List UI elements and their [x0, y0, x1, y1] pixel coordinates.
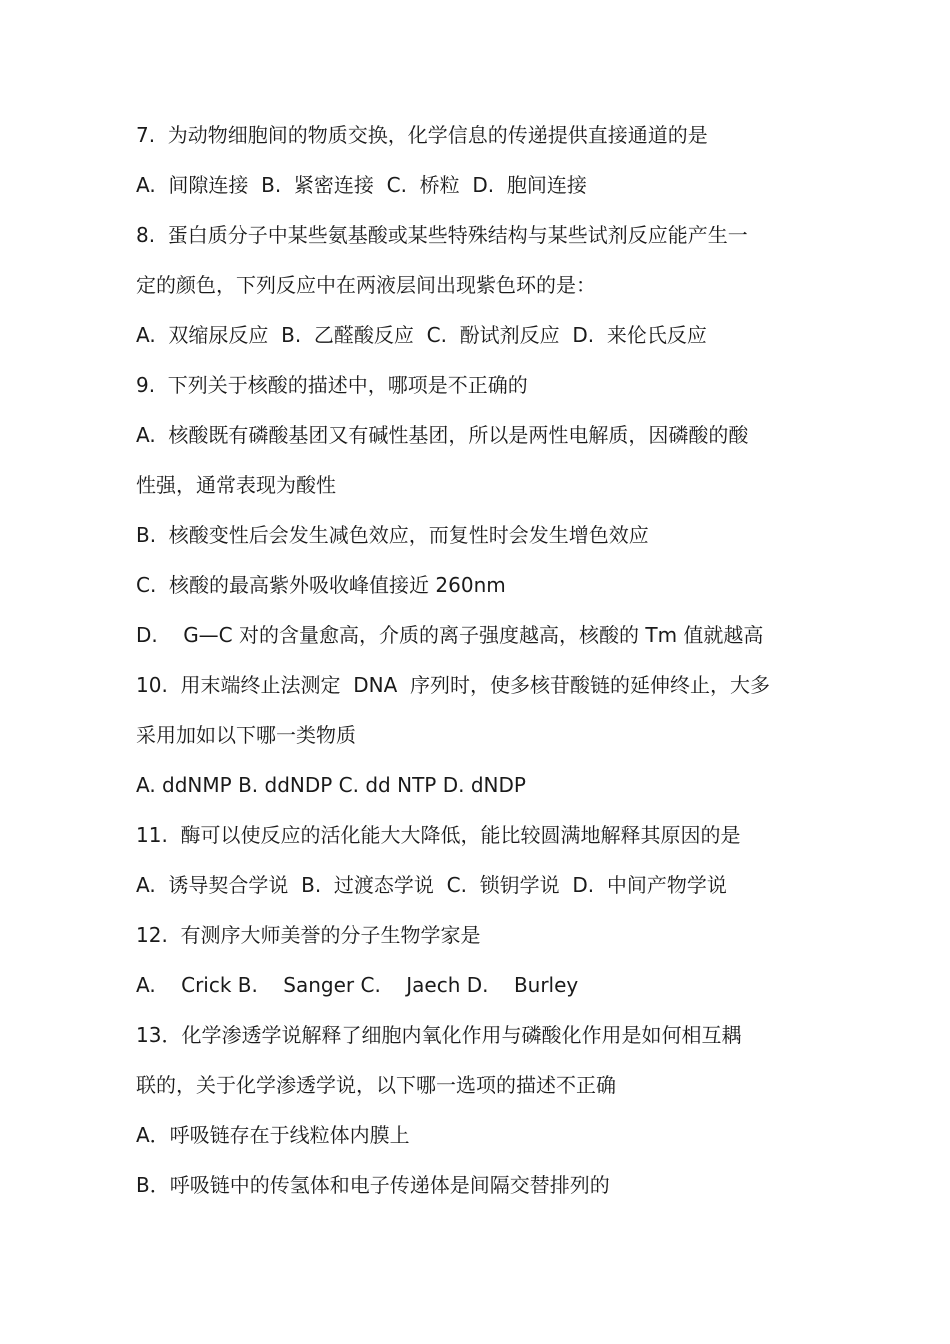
question-12-stem: 12. 有测序大师美誉的分子生物学家是 [136, 923, 481, 947]
question-13-stem: 13．化学渗透学说解释了细胞内氧化作用与磷酸化作用是如何相互耦 [136, 1023, 742, 1047]
question-8-stem: 8. 蛋白质分子中某些氨基酸或某些特殊结构与某些试剂反应能产生一 [136, 223, 748, 247]
question-9-option-a-cont: 性强，通常表现为酸性 [136, 473, 336, 497]
question-10-stem-cont: 采用加如以下哪一类物质 [136, 723, 356, 747]
question-9-option-a: A. 核酸既有磷酸基团又有碱性基团，所以是两性电解质，因磷酸的酸 [136, 423, 749, 447]
question-13-option-b: B．呼吸链中的传氢体和电子传递体是间隔交替排列的 [136, 1173, 610, 1197]
question-10-options: A. ddNMP B. ddNDP C. dd NTP D. dNDP [136, 773, 526, 797]
question-11-stem: 11. 酶可以使反应的活化能大大降低，能比较圆满地解释其原因的是 [136, 823, 741, 847]
question-9-option-b: B. 核酸变性后会发生减色效应，而复性时会发生增色效应 [136, 523, 649, 547]
question-9-option-c: C. 核酸的最高紫外吸收峰值接近 260nm [136, 573, 506, 597]
question-7-stem: 7. 为动物细胞间的物质交换，化学信息的传递提供直接通道的是 [136, 123, 708, 147]
question-13-option-a: A．呼吸链存在于线粒体内膜上 [136, 1123, 410, 1147]
question-10-stem: 10. 用末端终止法测定 DNA 序列时，使多核苷酸链的延伸终止，大多 [136, 673, 770, 697]
question-12-options: A. Crick B. Sanger C. Jaech D. Burley [136, 973, 579, 997]
question-9-option-d: D. G—C 对的含量愈高，介质的离子强度越高，核酸的 Tm 值就越高 [136, 623, 764, 647]
question-7-options: A. 间隙连接 B. 紧密连接 C. 桥粒 D. 胞间连接 [136, 173, 587, 197]
question-9-stem: 9. 下列关于核酸的描述中，哪项是不正确的 [136, 373, 528, 397]
question-8-stem-cont: 定的颜色，下列反应中在两液层间出现紫色环的是： [136, 273, 596, 297]
question-8-options: A. 双缩尿反应 B. 乙醛酸反应 C. 酚试剂反应 D. 来伦氏反应 [136, 323, 707, 347]
question-11-options: A. 诱导契合学说 B. 过渡态学说 C. 锁钥学说 D. 中间产物学说 [136, 873, 727, 897]
question-13-stem-cont: 联的，关于化学渗透学说，以下哪一选项的描述不正确 [136, 1073, 616, 1097]
